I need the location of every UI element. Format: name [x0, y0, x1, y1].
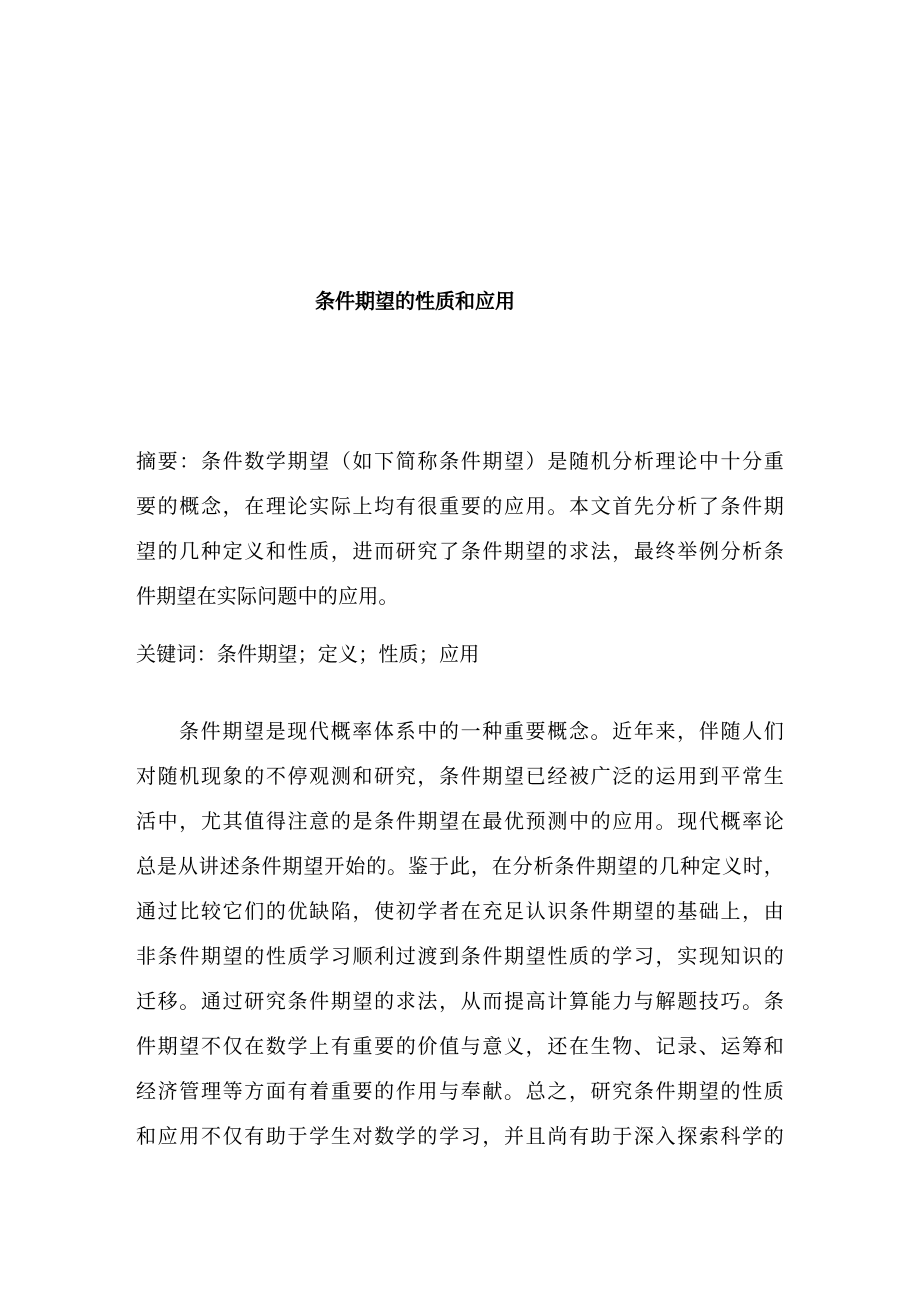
- abstract-line: 望的几种定义和性质，进而研究了条件期望的求法，最终举例分析条: [136, 539, 784, 563]
- body-line: 迁移。通过研究条件期望的求法，从而提高计算能力与解题技巧。条: [136, 989, 784, 1013]
- body-line: 通过比较它们的优缺陷，使初学者在充足认识条件期望的基础上，由: [136, 899, 784, 923]
- abstract-line: 摘要：条件数学期望（如下简称条件期望）是随机分析理论中十分重: [136, 449, 784, 473]
- body-line: 和应用不仅有助于学生对数学的学习，并且尚有助于深入探索科学的: [136, 1124, 784, 1148]
- body-line: 件期望不仅在数学上有重要的价值与意义，还在生物、记录、运筹和: [136, 1034, 784, 1058]
- abstract-line: 要的概念，在理论实际上均有很重要的应用。本文首先分析了条件期: [136, 494, 784, 518]
- document-title: 条件期望的性质和应用: [315, 289, 515, 313]
- body-line: 条件期望是现代概率体系中的一种重要概念。近年来，伴随人们: [179, 719, 784, 743]
- body-line: 经济管理等方面有着重要的作用与奉献。总之，研究条件期望的性质: [136, 1079, 784, 1103]
- body-line: 活中，尤其值得注意的是条件期望在最优预测中的应用。现代概率论: [136, 809, 784, 833]
- body-line: 对随机现象的不停观测和研究，条件期望已经被广泛的运用到平常生: [136, 764, 784, 788]
- body-line: 非条件期望的性质学习顺利过渡到条件期望性质的学习，实现知识的: [136, 944, 784, 968]
- abstract-line: 件期望在实际问题中的应用。: [136, 584, 399, 608]
- keywords-line: 关键词：条件期望；定义；性质；应用: [136, 642, 480, 666]
- body-line: 总是从讲述条件期望开始的。鉴于此，在分析条件期望的几种定义时，: [136, 854, 784, 878]
